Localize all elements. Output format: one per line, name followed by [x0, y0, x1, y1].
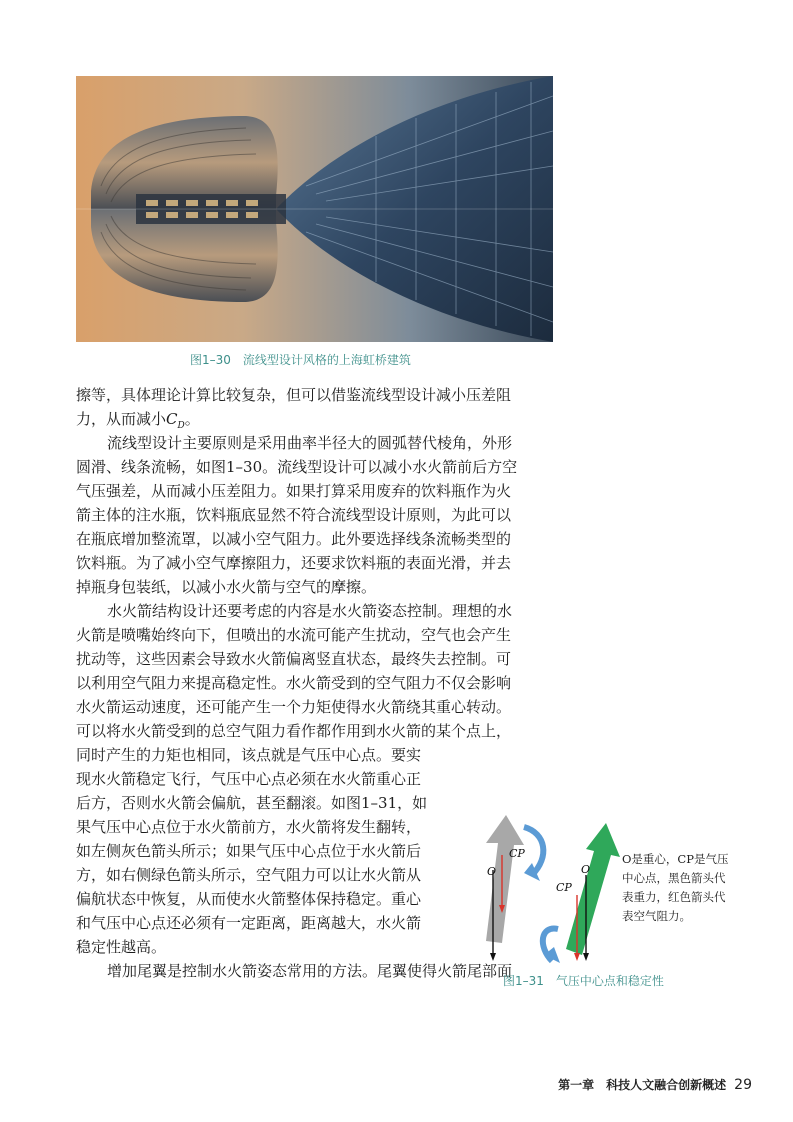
shanghai-hongqiao-building-image — [76, 76, 553, 342]
green-arrow — [566, 823, 620, 955]
text-line: 火箭是喷嘴始终向下，但喷出的水流可能产生扰动，空气也会产生 — [76, 626, 512, 644]
text-line: 饮料瓶。为了减小空气摩擦阻力，还要求饮料瓶的表面光滑，并去 — [76, 554, 512, 572]
pressure-center-label: CP — [556, 881, 572, 894]
text-line: 圆滑、线条流畅，如图1–30。流线型设计可以减小水火箭前后方空 — [76, 458, 518, 476]
text-line: 力，从而减小$C_D$。 — [76, 410, 200, 431]
figure-1-30-caption: 图1–30 流线型设计风格的上海虹桥建筑 — [190, 353, 411, 367]
text-line: 在瓶底增加整流罩，以减小空气阻力。此外要选择线条流畅类型的 — [76, 530, 512, 548]
text-line: 气压强差，从而减小压差阻力。如果打算采用废弃的饮料瓶作为火 — [76, 482, 512, 500]
pressure-center-label: CP — [509, 847, 525, 860]
center-of-gravity-label: O — [581, 863, 591, 876]
page-number: 29 — [734, 1077, 752, 1093]
main-text — [76, 383, 517, 983]
text-line: 如左侧灰色箭头所示；如果气压中心点位于水火箭后 — [76, 842, 422, 860]
gray-arrow — [486, 815, 524, 943]
text-line: 掉瓶身包装纸，以减小水火箭与空气的摩擦。 — [76, 578, 377, 596]
text-line: 可以将水火箭受到的总空气阻力看作都作用到水火箭的某个点上， — [76, 722, 512, 740]
text-line: 方，如右侧绿色箭头所示，空气阻力可以让水火箭从 — [76, 866, 422, 884]
text-line: 偏航状态中恢复，从而使水火箭整体保持稳定。重心 — [76, 890, 422, 908]
text-line: 现水火箭稳定飞行，气压中心点必须在水火箭重心正 — [76, 770, 422, 788]
text-line: 以利用空气阻力来提高稳定性。水火箭受到的空气阻力不仅会影响 — [76, 674, 512, 692]
page-footer — [558, 1076, 752, 1093]
cd-symbol: C — [166, 410, 178, 428]
text-line: 水火箭结构设计还要考虑的内容是水火箭姿态控制。理想的水 — [107, 602, 513, 620]
center-of-gravity-label: O — [487, 865, 497, 878]
text-line: 同时产生的力矩也相同，该点就是气压中心点。要实 — [76, 746, 422, 764]
building-photo — [76, 76, 553, 342]
text-line: 流线型设计主要原则是采用曲率半径大的圆弧替代棱角，外形 — [107, 434, 513, 452]
text-line: 扰动等，这些因素会导致水火箭偏离竖直状态，最终失去控制。可 — [76, 650, 512, 668]
chapter-title: 第一章 科技人文融合创新概述 — [558, 1078, 727, 1092]
text-line: 增加尾翼是控制水火箭姿态常用的方法。尾翼使得火箭尾部面 — [107, 962, 513, 980]
text-line: 水火箭运动速度，还可能产生一个力矩使得水火箭绕其重心转动。 — [76, 698, 512, 716]
figure-1-31-caption: 图1–31 气压中心点和稳定性 — [503, 974, 664, 988]
text-line: 后方，否则水火箭会偏航，甚至翻滚。如图1–31，如 — [76, 794, 428, 812]
text-line: 和气压中心点还必须有一定距离，距离越大，水火箭 — [76, 914, 422, 932]
text-line: 擦等，具体理论计算比较复杂，但可以借鉴流线型设计减小压差阻 — [76, 386, 512, 404]
text-line: 果气压中心点位于水火箭前方，水火箭将发生翻转， — [76, 818, 422, 836]
figure-1-31-note: O是重心，CP是气压中心点，黑色箭头代表重力，红色箭头代表空气阻力。 — [622, 852, 729, 923]
text-line: 稳定性越高。 — [76, 938, 167, 956]
text-line: 箭主体的注水瓶，饮料瓶底显然不符合流线型设计原则，为此可以 — [76, 506, 512, 524]
